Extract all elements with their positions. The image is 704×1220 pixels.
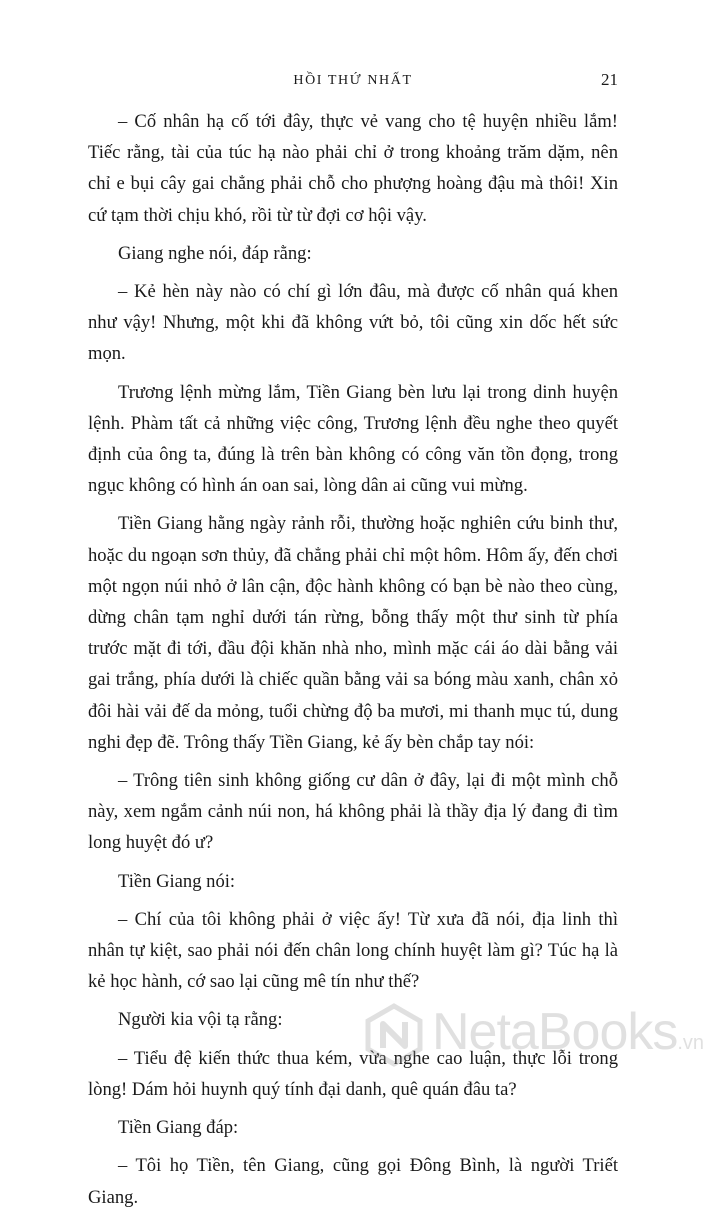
paragraph: Tiền Giang hằng ngày rảnh rỗi, thường hoặc nghiên cứu binh thư, hoặc du ngoạn sơn thủy, đã chẳng phải chỉ một hôm. Hôm ấy, đến chơi một ngọn núi nhỏ ở lân cận, độc hành không có bạn bè nào theo cùng, dừng chân tạm nghỉ dưới tán rừng, bỗng thấy một thư sinh từ phía trước mặt đi tới, đầu đội khăn nhà nho, mình mặc cái áo dài bằng vải gai trắng, phía dưới là chiếc quần bằng vải sa bóng màu xanh, chân xỏ đôi hài vải đế da mỏng, tuổi chừng độ ba mươi, mi thanh mục tú, dung nghi đẹp đẽ. Trông thấy Tiền Giang, kẻ ấy bèn chắp tay nói: bbox=[88, 513, 618, 753]
paragraph: – Kẻ hèn này nào có chí gì lớn đâu, mà được cố nhân quá khen như vậy! Nhưng, một khi đã không vứt bỏ, tôi cũng xin dốc hết sức mọn. bbox=[88, 281, 618, 365]
netabooks-logo-icon bbox=[364, 1004, 424, 1066]
paragraph: – Cố nhân hạ cố tới đây, thực vẻ vang cho tệ huyện nhiều lắm! Tiếc rằng, tài của túc hạ nào phải chỉ ở trong khoảng trăm dặm, nên chỉ e bụi cây gai chẳng phải chỗ cho phượng hoàng đậu mà thôi! Xin cứ tạm thời chịu khó, rồi từ từ đợi cơ hội vậy. bbox=[88, 111, 618, 226]
paragraph: – Tiểu đệ kiến thức thua kém, vừa nghe cao luận, thực lỗi trong lòng! Dám hỏi huynh quý tính đại danh, quê quán đâu ta? bbox=[88, 1047, 618, 1100]
paragraph: Tiền Giang nói: bbox=[118, 870, 236, 892]
paragraph: Người kia vội tạ rằng: bbox=[118, 1009, 283, 1031]
chapter-running-title: HỒI THỨ NHẤT bbox=[293, 73, 413, 88]
paragraph: – Chí của tôi không phải ở việc ấy! Từ xưa đã nói, địa linh thì nhân tự kiệt, sao phải nói đến chân long chính huyệt làm gì? Túc hạ là kẻ học hành, cớ sao lại cũng mê tín như thế? bbox=[88, 908, 618, 993]
watermark bbox=[364, 1000, 704, 1070]
watermark-brand-name: NetaBooks bbox=[432, 1003, 678, 1061]
watermark-brand bbox=[432, 1002, 704, 1062]
paragraph: Giang nghe nói, đáp rằng: bbox=[118, 242, 312, 264]
watermark-tld: .vn bbox=[677, 1032, 704, 1054]
paragraph: Tiền Giang đáp: bbox=[118, 1117, 239, 1139]
paragraph: – Trông tiên sinh không giống cư dân ở đây, lại đi một mình chỗ này, xem ngắm cảnh núi non, há không phải là thầy địa lý đang đi tìm long huyệt đó ư? bbox=[88, 770, 618, 854]
paragraph: – Tôi họ Tiền, tên Giang, cũng gọi Đông Bình, là người Triết Giang. bbox=[88, 1155, 618, 1208]
running-header bbox=[88, 70, 618, 94]
page-number: 21 bbox=[601, 70, 618, 89]
paragraph: Trương lệnh mừng lắm, Tiền Giang bèn lưu lại trong dinh huyện lệnh. Phàm tất cả những việc công, Trương lệnh đều nghe theo quyết định của ông ta, đúng là trên bàn không có công văn tồn đọng, trong ngục không có hình án oan sai, lòng dân ai cũng vui mừng. bbox=[88, 381, 618, 497]
